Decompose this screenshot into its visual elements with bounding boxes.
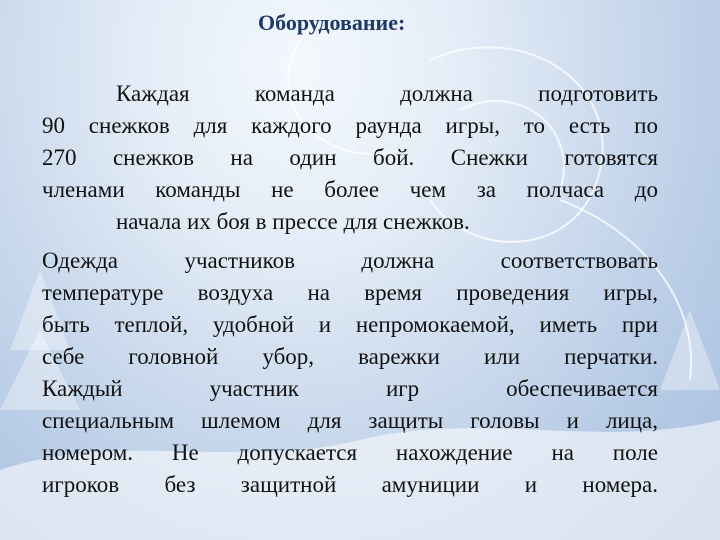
paragraph-preparation (42, 78, 658, 238)
paragraph-clothing (42, 245, 658, 501)
slide-title: Оборудование: (258, 10, 406, 35)
text-line: членами команды не более чем за полчаса до (42, 177, 658, 202)
text-line: номером. Не допускается нахождение на поле (42, 440, 658, 465)
text-line: игроков без защитной амуниции и номера. (42, 472, 658, 497)
text-line: себе головной убор, варежки или перчатки. (42, 344, 658, 369)
text-line: специальным шлемом для защиты головы и лица, (42, 408, 658, 433)
text-line: 90 снежков для каждого раунда игры, то есть по (42, 113, 658, 138)
text-line: быть теплой, удобной и непромокаемой, иметь при (42, 312, 658, 337)
text-line: начала их боя в прессе для снежков. (116, 209, 470, 234)
text-line: температуре воздуха на время проведения игры, (42, 280, 658, 305)
text-line: Каждый участник игр обеспечивается (42, 376, 658, 401)
text-line: Одежда участников должна соответствовать (42, 248, 658, 273)
text-line: 270 снежков на один бой. Снежки готовятся (42, 145, 658, 170)
text-line: Каждая команда должна подготовить (116, 81, 658, 106)
